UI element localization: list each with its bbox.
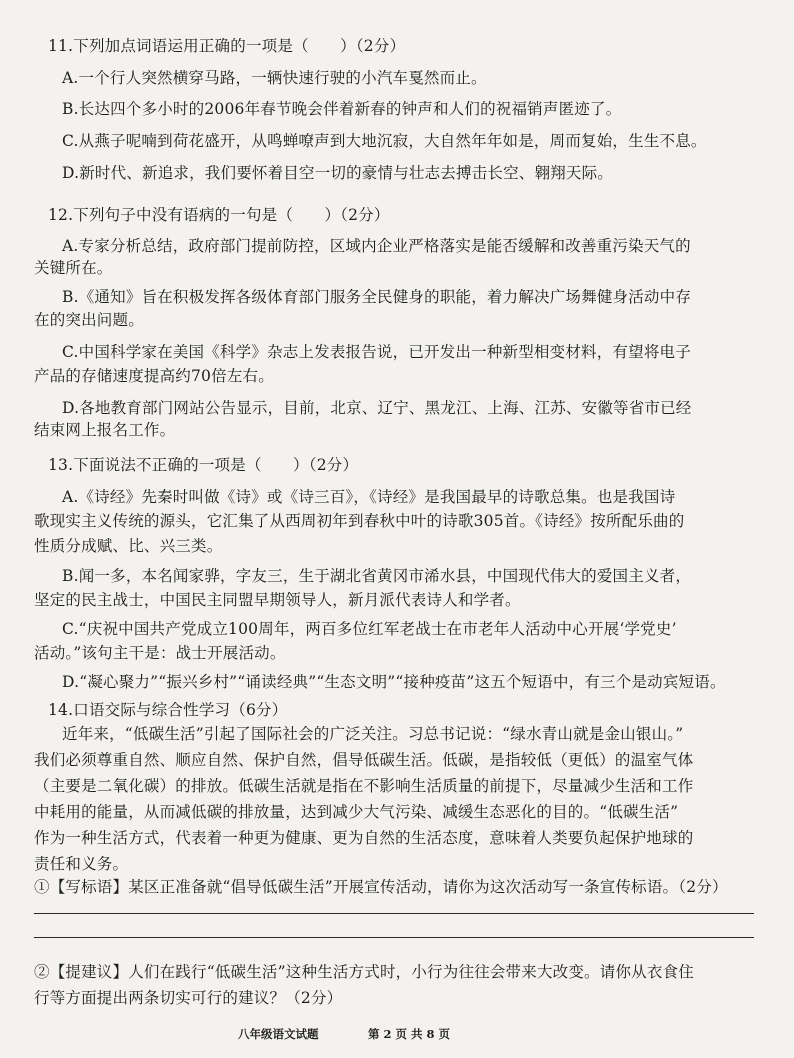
q12-option-c-line1: C.中国科学家在美国《科学》杂志上发表报告说，已开发出一种新型相变材料，有望将电子 [62, 343, 691, 361]
q13-option-c-line2: 活动。”该句主干是：战士开展活动。 [34, 644, 286, 662]
answer-line-1[interactable] [34, 913, 754, 914]
q12-option-b-line2: 在的突出问题。 [34, 311, 144, 329]
footer-page-number: 第 2 页 共 8 页 [368, 1027, 451, 1041]
q11-option-a: A.一个行人突然横穿马路，一辆快速行驶的小汽车戛然而止。 [62, 69, 487, 87]
q14-passage-line3: （主要是二氧化碳）的排放。低碳生活就是指在不影响生活质量的前提下，尽量减少生活和工作 [34, 777, 694, 795]
q13-option-a-line3: 性质分成赋、比、兴三类。 [34, 537, 223, 555]
q14-stem: 14.口语交际与综合性学习（6分） [48, 701, 288, 719]
q13-option-c-line1: C.“庆祝中国共产党成立100周年，两百多位红军老战士在市老年人活动中心开展‘学党史’ [62, 620, 677, 638]
q13-option-d: D.“凝心聚力”“振兴乡村”“诵读经典”“生态文明”“接种疫苗”这五个短语中，有三个是动宾短语。 [62, 673, 726, 691]
q12-option-d-line1: D.各地教育部门网站公告显示，目前，北京、辽宁、黑龙江、上海、江苏、安徽等省市已经 [62, 399, 692, 417]
q12-option-c-line2: 产品的存储速度提高约70倍左右。 [34, 367, 274, 385]
q13-option-b-line2: 坚定的民主战士，中国民主同盟早期领导人，新月派代表诗人和学者。 [34, 591, 521, 609]
q13-option-b-line1: B.闻一多，本名闻家骅，字友三，生于湖北省黄冈市浠水县，中国现代伟大的爱国主义者， [62, 567, 692, 585]
footer-exam-title: 八年级语文试题 [238, 1027, 319, 1041]
q14-passage-line5: 作为一种生活方式，代表着一种更为健康、更为自然的生活态度，意味着人类要负起保护地球的 [34, 829, 694, 847]
answer-line-2[interactable] [34, 937, 754, 938]
q11-option-c: C.从燕子呢喃到荷花盛开，从鸣蝉嘹声到大地沉寂，大自然年年如是，周而复始，生生不息。 [62, 132, 707, 150]
q14-subquestion-1: ①【写标语】某区正准备就“倡导低碳生活”开展宣传活动，请你为这次活动写一条宣传标语。（2分） [34, 878, 728, 896]
q14-passage-line1: 近年来，“低碳生活”引起了国际社会的广泛关注。习总书记说：“绿水青山就是金山银山。” [62, 725, 684, 743]
q14-passage-line6: 责任和义务。 [34, 855, 129, 873]
q12-option-a-line1: A.专家分析总结，政府部门提前防控，区域内企业严格落实是能否缓解和改善重污染天气的 [62, 237, 691, 255]
q14-passage-line4: 中耗用的能量，从而减低碳的排放量，达到减少大气污染、减缓生态恶化的目的。“低碳生活” [34, 803, 679, 821]
q12-stem: 12.下列句子中没有语病的一句是（ ）（2分） [48, 206, 390, 224]
q13-option-a-line1: A.《诗经》先秦时叫做《诗》或《诗三百》，《诗经》是我国最早的诗歌总集。也是我国诗 [62, 488, 676, 506]
q13-stem: 13.下面说法不正确的一项是（ ）（2分） [48, 456, 359, 474]
q11-option-d: D.新时代、新追求，我们要怀着目空一切的豪情与壮志去搏击长空、翱翔天际。 [62, 164, 614, 182]
q12-option-a-line2: 关键所在。 [34, 259, 113, 277]
q11-stem: 11.下列加点词语运用正确的一项是（ ）（2分） [48, 37, 406, 55]
q14-subquestion-2-line1: ②【提建议】人们在践行“低碳生活”这种生活方式时，小行为往往会带来大改变。请你从衣食住 [34, 963, 694, 981]
q12-option-d-line2: 结束网上报名工作。 [34, 421, 176, 439]
q14-passage-line2: 我们必须尊重自然、顺应自然、保护自然，倡导低碳生活。低碳，是指较低（更低）的温室气体 [34, 751, 694, 769]
q12-option-b-line1: B.《通知》旨在积极发挥各级体育部门服务全民健身的职能，着力解决广场舞健身活动中存 [62, 288, 692, 306]
q11-option-b: B.长达四个多小时的2006年春节晚会伴着新春的钟声和人们的祝福销声匿迹了。 [62, 100, 622, 118]
q14-subquestion-2-line2: 行等方面提出两条切实可行的建议？（2分） [34, 989, 343, 1007]
q13-option-a-line2: 歌现实主义传统的源头，它汇集了从西周初年到春秋中叶的诗歌305首。《诗经》按所配乐曲的 [34, 512, 685, 530]
